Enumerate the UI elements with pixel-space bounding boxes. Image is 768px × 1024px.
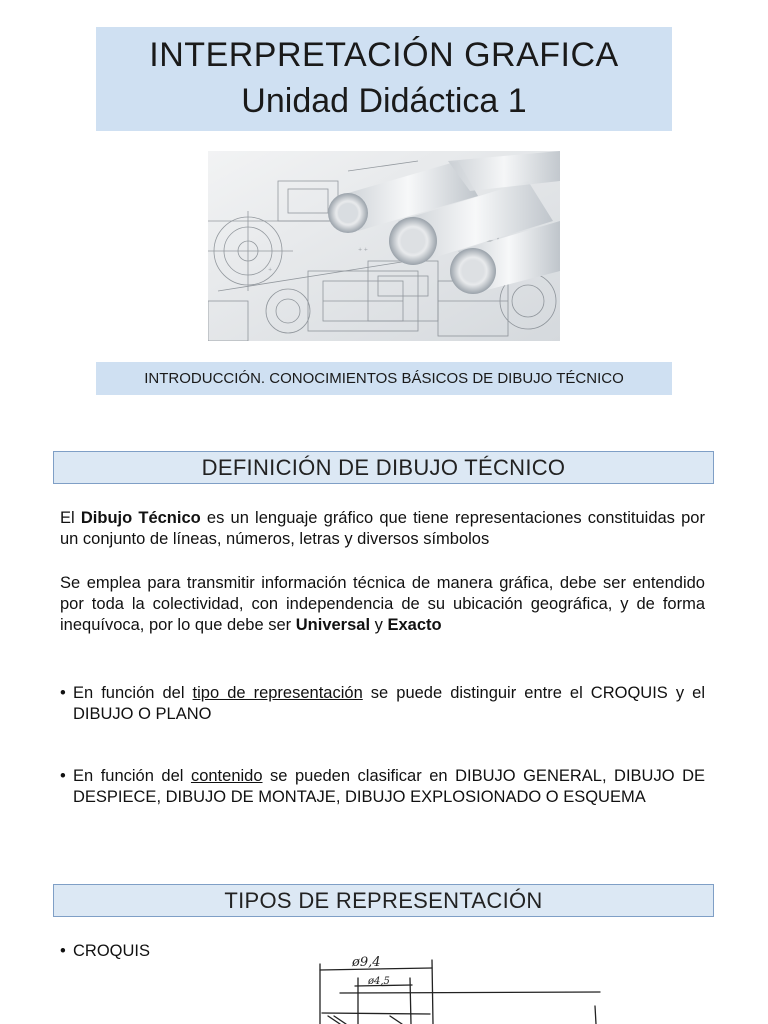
sketch-dimension: ø9,4 (352, 955, 381, 970)
page-title: INTERPRETACIÓN GRAFICA (149, 36, 619, 74)
section-heading: DEFINICIÓN DE DIBUJO TÉCNICO (201, 455, 566, 480)
intro-banner (96, 362, 672, 395)
text-run: se puede distinguir entre el CROQUIS y el DIBUJO O PLANO (73, 684, 705, 723)
section-heading: TIPOS DE REPRESENTACIÓN (224, 888, 543, 913)
bullet-label: CROQUIS (73, 942, 151, 960)
bullet-item (60, 683, 705, 725)
intro-label: INTRODUCCIÓN. CONOCIMIENTOS BÁSICOS DE DIBUJO TÉCNICO (144, 370, 624, 387)
section-header-types (53, 884, 714, 917)
text-run: En función del (73, 767, 191, 785)
text-run: es un lenguaje gráfico que tiene representaciones constituidas por un conjunto de líneas, números, letras y diversos símbolos (60, 509, 705, 548)
paragraph-purpose (60, 573, 705, 636)
text-run: se pueden clasificar en DIBUJO GENERAL, DIBUJO DE DESPIECE, DIBUJO DE MONTAJE, DIBUJO EXPLOSIONADO O ESQUEMA (73, 767, 705, 806)
bullet-item-croquis (60, 941, 260, 962)
underlined-term: contenido (190, 767, 263, 785)
svg-text:+: + (268, 267, 273, 273)
title-banner (96, 27, 672, 131)
page-subtitle: Unidad Didáctica 1 (241, 82, 527, 120)
text-run: Se emplea para transmitir información técnica de manera gráfica, debe ser entendido por toda la colectividad, con independencia de su ubicación geográfica, y de forma inequívoca, por lo que debe ser (60, 574, 705, 634)
text-run: y (370, 616, 388, 634)
bullet-item (60, 766, 705, 808)
bullet-glyph: • (60, 942, 66, 960)
croquis-sketch-image (300, 948, 620, 1024)
bullet-glyph: • (60, 767, 66, 785)
sketch-dimension: ø4,5 (368, 976, 390, 987)
paragraph-definition (60, 508, 705, 550)
bold-term: Exacto (387, 616, 442, 634)
bold-term: Universal (295, 616, 371, 634)
text-run: El (60, 509, 81, 527)
bullet-glyph: • (60, 684, 66, 702)
underlined-term: tipo de representación (192, 684, 363, 702)
bold-term: Dibujo Técnico (80, 509, 201, 527)
svg-text:+ +: + + (358, 247, 368, 253)
text-run: En función del (73, 684, 193, 702)
section-header-definition (53, 451, 714, 484)
blueprint-rolls-image (208, 151, 560, 341)
